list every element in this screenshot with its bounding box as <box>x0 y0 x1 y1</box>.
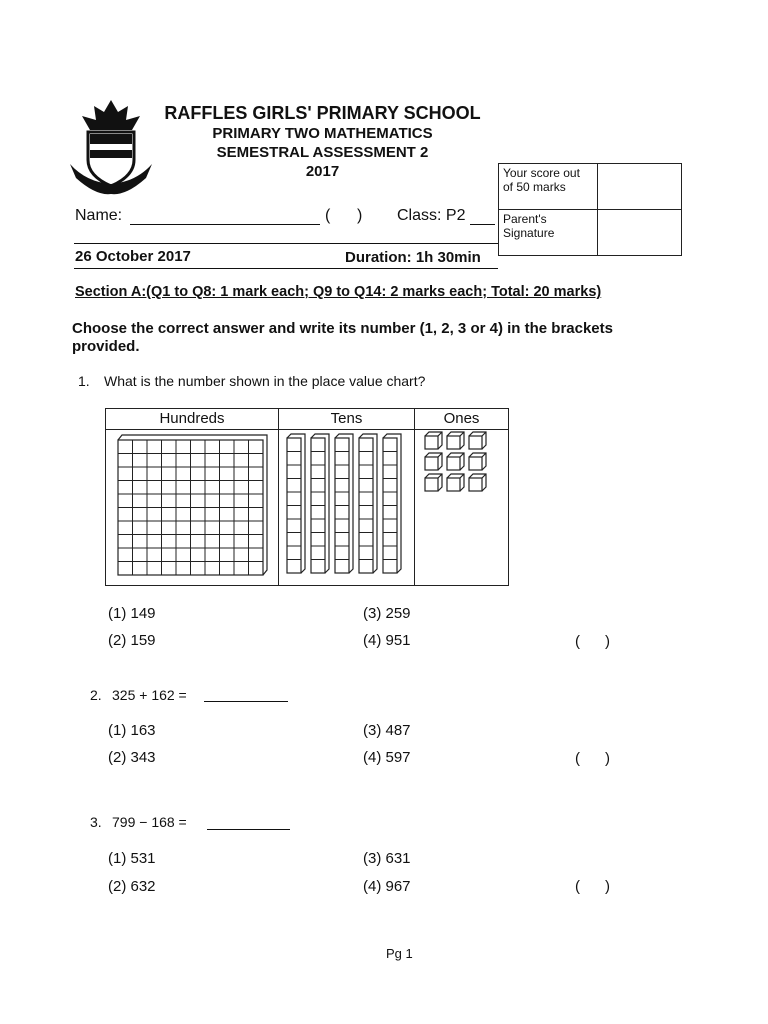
question-text: What is the number shown in the place value chart? <box>104 373 426 389</box>
ones-cubes <box>415 430 508 584</box>
option-1: (1) 531 <box>108 850 156 867</box>
option-2: (2) 343 <box>108 749 156 766</box>
one-cube <box>425 436 438 449</box>
one-cube <box>469 457 482 470</box>
class-label: Class: P2 <box>397 207 466 224</box>
hundreds-blocks <box>106 430 278 584</box>
signature-label: Parent's Signature <box>499 210 598 256</box>
exam-duration: Duration: 1h 30min <box>345 249 481 266</box>
chart-header-hundreds: Hundreds <box>106 409 279 430</box>
chart-header-tens: Tens <box>279 409 415 430</box>
score-field[interactable] <box>598 164 682 210</box>
question-number: 1. <box>78 373 90 389</box>
question-text: 799 − 168 = <box>112 814 187 830</box>
school-crest-logo <box>66 98 156 198</box>
tens-rods <box>279 430 414 584</box>
assessment-title: SEMESTRAL ASSESSMENT 2 <box>216 144 429 161</box>
header-divider-bottom <box>74 268 498 269</box>
score-box <box>498 163 682 256</box>
one-cube <box>425 457 438 470</box>
place-value-chart <box>105 408 509 586</box>
one-cube <box>447 478 460 491</box>
answer-line[interactable] <box>204 701 288 702</box>
one-cube <box>447 436 460 449</box>
option-4: (4) 967 <box>363 878 411 895</box>
index-number-brackets: ( ) <box>325 207 363 224</box>
option-4: (4) 951 <box>363 632 411 649</box>
school-name: RAFFLES GIRLS' PRIMARY SCHOOL <box>164 103 481 123</box>
one-cube <box>469 478 482 491</box>
one-cube <box>469 436 482 449</box>
question-number: 3. <box>90 814 102 830</box>
chart-header-ones: Ones <box>415 409 508 430</box>
name-field[interactable] <box>130 224 320 225</box>
section-instructions: Choose the correct answer and write its number (1, 2, 3 or 4) in the brackets provided. <box>72 320 613 355</box>
answer-brackets[interactable]: ( ) <box>575 878 610 895</box>
name-label: Name: <box>75 207 123 224</box>
subject-title: PRIMARY TWO MATHEMATICS <box>212 125 433 142</box>
section-title: Section A:(Q1 to Q8: 1 mark each; Q9 to Q14: 2 marks each; Total: 20 marks) <box>75 284 602 300</box>
one-cube <box>447 457 460 470</box>
option-3: (3) 259 <box>363 605 411 622</box>
option-2: (2) 632 <box>108 878 156 895</box>
exam-date: 26 October 2017 <box>75 248 191 265</box>
score-label: Your score out of 50 marks <box>499 164 598 210</box>
class-field[interactable] <box>470 224 495 225</box>
question-number: 2. <box>90 687 102 703</box>
question-text: 325 + 162 = <box>112 687 187 703</box>
option-2: (2) 159 <box>108 632 156 649</box>
answer-line[interactable] <box>207 829 290 830</box>
header-divider <box>74 243 498 244</box>
option-3: (3) 631 <box>363 850 411 867</box>
option-1: (1) 163 <box>108 722 156 739</box>
option-4: (4) 597 <box>363 749 411 766</box>
page-number: Pg 1 <box>386 946 413 961</box>
answer-brackets[interactable]: ( ) <box>575 633 610 650</box>
one-cube <box>425 478 438 491</box>
signature-field[interactable] <box>598 210 682 256</box>
assessment-year: 2017 <box>305 163 340 180</box>
option-1: (1) 149 <box>108 605 156 622</box>
answer-brackets[interactable]: ( ) <box>575 750 610 767</box>
option-3: (3) 487 <box>363 722 411 739</box>
